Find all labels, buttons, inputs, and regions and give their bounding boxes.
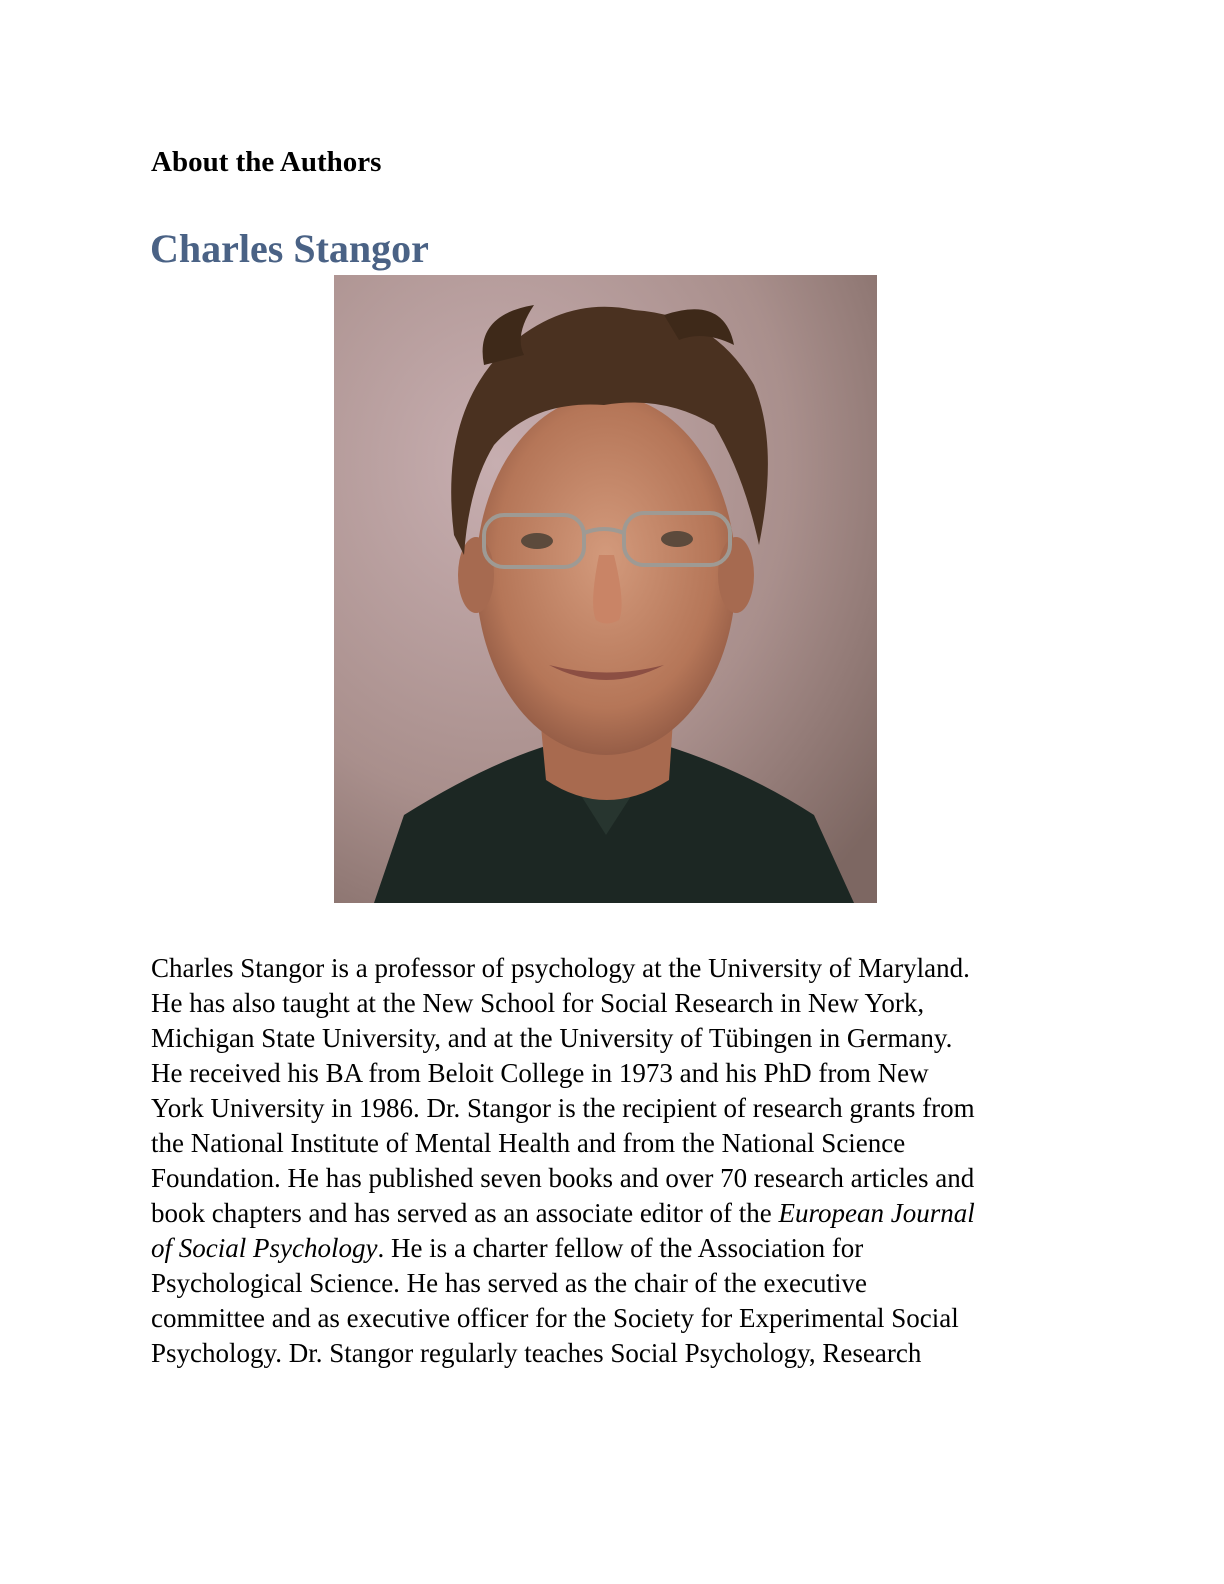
bio-text: . He is a charter fellow of the Association for [377, 1233, 864, 1263]
author-bio [151, 951, 1071, 1371]
author-photo [334, 275, 877, 903]
bio-line: He received his BA from Beloit College in 1973 and his PhD from New [151, 1058, 929, 1088]
author-portrait-image [334, 275, 877, 903]
author-name-heading: Charles Stangor [150, 226, 429, 271]
journal-title-part1: European Journal [778, 1198, 975, 1228]
bio-line: Psychology. Dr. Stangor regularly teaches Social Psychology, Research [151, 1338, 922, 1368]
bio-line: Foundation. He has published seven books and over 70 research articles and [151, 1163, 975, 1193]
bio-line: committee and as executive officer for the Society for Experimental Social [151, 1303, 959, 1333]
bio-line: the National Institute of Mental Health and from the National Science [151, 1128, 906, 1158]
bio-line: York University in 1986. Dr. Stangor is the recipient of research grants from [151, 1093, 975, 1123]
bio-line [151, 1196, 1071, 1231]
bio-text: book chapters and has served as an associate editor of the [151, 1198, 779, 1228]
bio-line: Charles Stangor is a professor of psychology at the University of Maryland. [151, 953, 970, 983]
journal-title-part2: of Social Psychology [151, 1233, 378, 1263]
bio-line: Psychological Science. He has served as the chair of the executive [151, 1268, 867, 1298]
bio-line: He has also taught at the New School for Social Research in New York, [151, 988, 925, 1018]
bio-line [151, 1231, 1071, 1266]
bio-line: Michigan State University, and at the University of Tübingen in Germany. [151, 1023, 953, 1053]
section-heading: About the Authors [151, 146, 382, 178]
